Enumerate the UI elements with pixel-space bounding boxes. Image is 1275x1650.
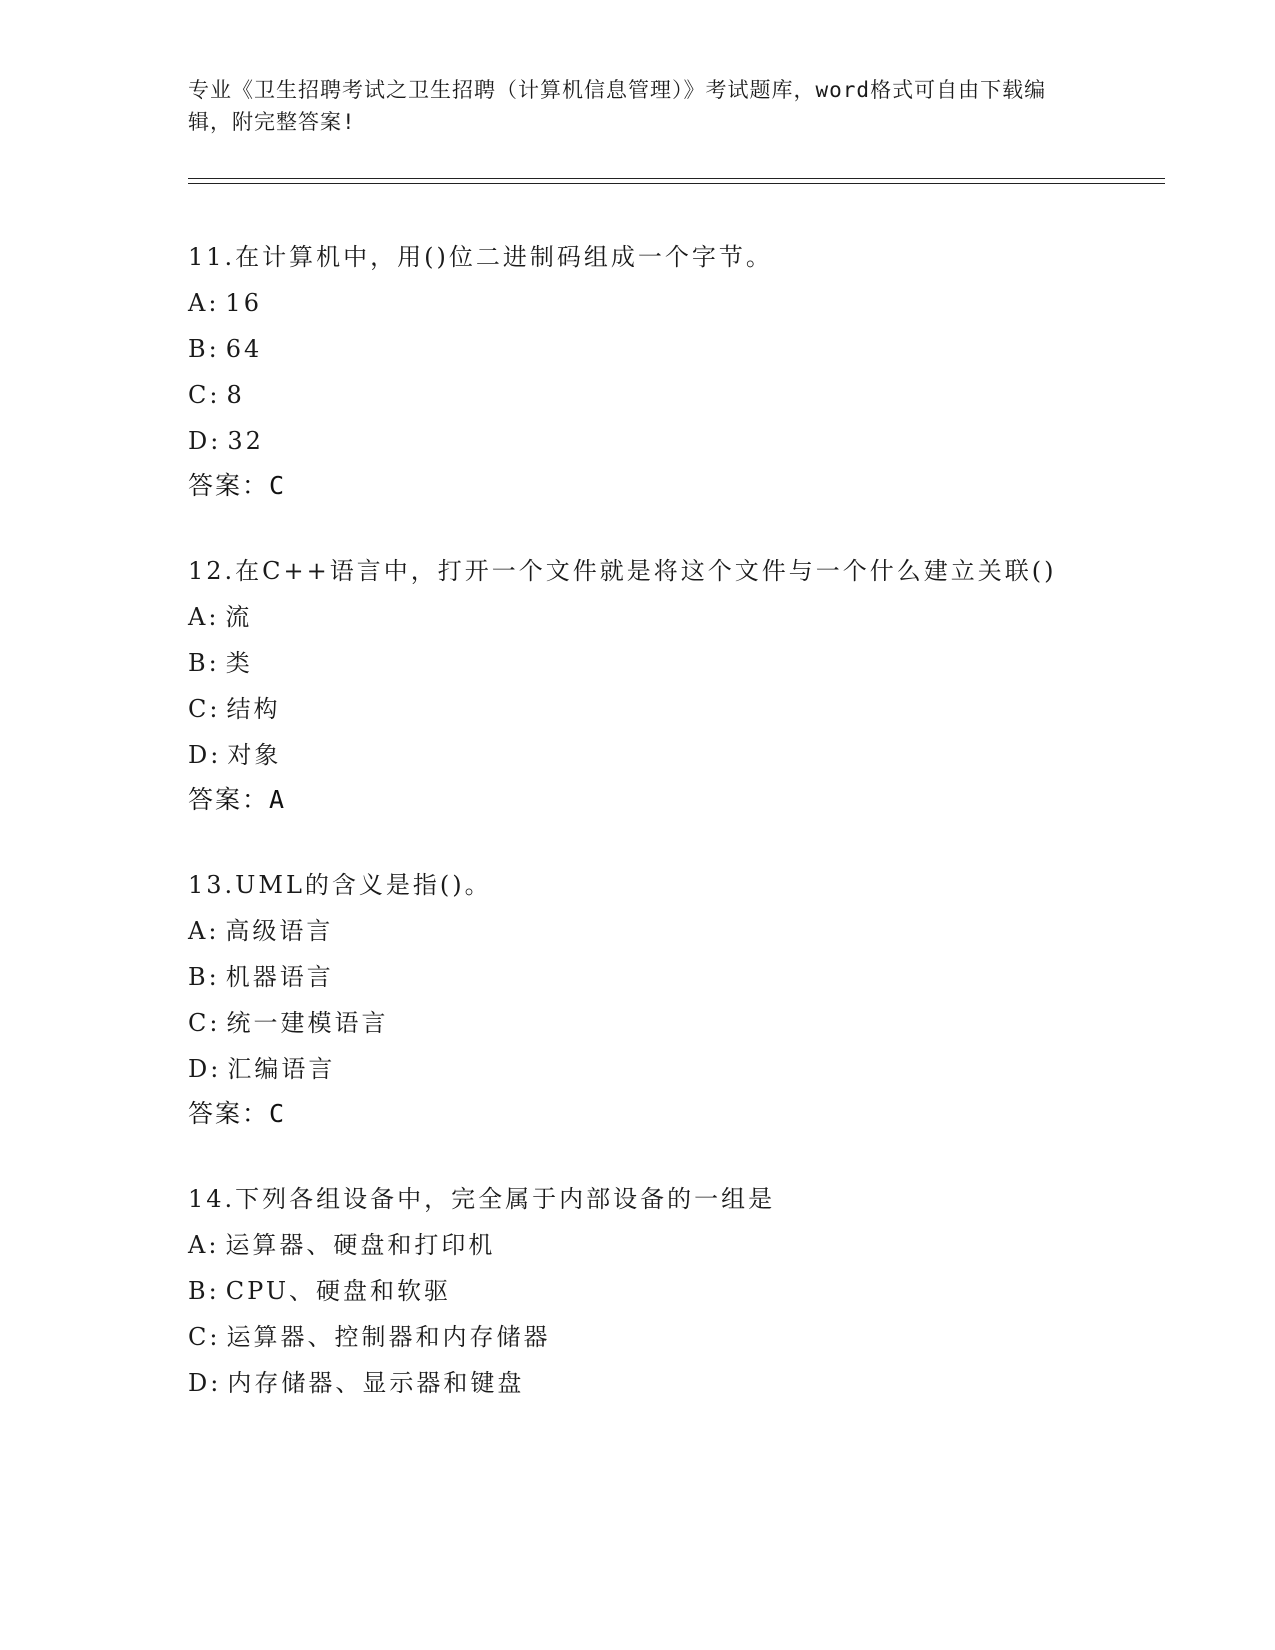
option-d — [188, 418, 1088, 464]
answer-line: 答案：C — [188, 1099, 287, 1128]
option-b — [188, 954, 1088, 1000]
option-letter: A: — [188, 603, 220, 631]
option-letter: A: — [188, 289, 220, 317]
option-letter: B: — [188, 649, 220, 677]
option-text: 64 — [225, 335, 263, 363]
option-c — [188, 686, 1088, 732]
question-text: 11.在计算机中，用()位二进制码组成一个字节。 — [188, 243, 773, 271]
option-d — [188, 1046, 1088, 1092]
option-letter: B: — [188, 335, 220, 363]
option-c — [188, 1314, 1088, 1360]
option-text: 运算器、硬盘和打印机 — [225, 1231, 496, 1259]
option-c — [188, 1000, 1088, 1046]
option-d — [188, 732, 1088, 778]
document-header: 专业《卫生招聘考试之卫生招聘（计算机信息管理）》考试题库，word格式可自由下载编辑，附完整答案! — [188, 78, 1047, 134]
option-b — [188, 640, 1088, 686]
question-item — [188, 234, 1088, 508]
option-c — [188, 372, 1088, 418]
option-letter: D: — [188, 1055, 222, 1083]
question-item — [188, 862, 1088, 1136]
question-item — [188, 1176, 1088, 1406]
option-d — [188, 1360, 1088, 1406]
answer-line: 答案：C — [188, 471, 287, 500]
option-text: 运算器、控制器和内存储器 — [226, 1323, 551, 1351]
option-text: 对象 — [227, 741, 282, 769]
option-text: 高级语言 — [225, 917, 334, 945]
option-letter: C: — [188, 695, 221, 723]
option-letter: B: — [188, 963, 220, 991]
option-letter: D: — [188, 427, 222, 455]
option-text: 32 — [227, 427, 264, 455]
option-letter: D: — [188, 1369, 222, 1397]
option-letter: C: — [188, 1323, 221, 1351]
question-text: 13.UML的含义是指()。 — [188, 871, 492, 899]
question-text: 12.在C++语言中，打开一个文件就是将这个文件与一个什么建立关联() — [188, 557, 1057, 585]
option-a — [188, 1222, 1088, 1268]
answer-line: 答案：A — [188, 785, 287, 814]
option-letter: A: — [188, 1231, 220, 1259]
option-text: 流 — [225, 603, 253, 631]
option-text: 类 — [225, 649, 253, 677]
option-text: 8 — [226, 381, 245, 409]
option-letter: A: — [188, 917, 220, 945]
option-a — [188, 594, 1088, 640]
option-text: 机器语言 — [225, 963, 334, 991]
option-letter: C: — [188, 1009, 221, 1037]
option-text: 结构 — [226, 695, 281, 723]
option-b — [188, 1268, 1088, 1314]
option-text: CPU、硬盘和软驱 — [225, 1277, 452, 1305]
option-text: 内存储器、显示器和键盘 — [227, 1369, 525, 1397]
option-text: 16 — [225, 289, 262, 317]
option-a — [188, 280, 1088, 326]
option-b — [188, 326, 1088, 372]
question-list — [188, 234, 1088, 1446]
option-a — [188, 908, 1088, 954]
question-item — [188, 548, 1088, 822]
option-letter: D: — [188, 741, 222, 769]
option-letter: C: — [188, 381, 221, 409]
header-divider-bottom — [188, 183, 1165, 184]
option-letter: B: — [188, 1277, 220, 1305]
option-text: 统一建模语言 — [226, 1009, 389, 1037]
question-text: 14.下列各组设备中，完全属于内部设备的一组是 — [188, 1185, 776, 1213]
header-divider-top — [188, 178, 1165, 179]
option-text: 汇编语言 — [227, 1055, 336, 1083]
